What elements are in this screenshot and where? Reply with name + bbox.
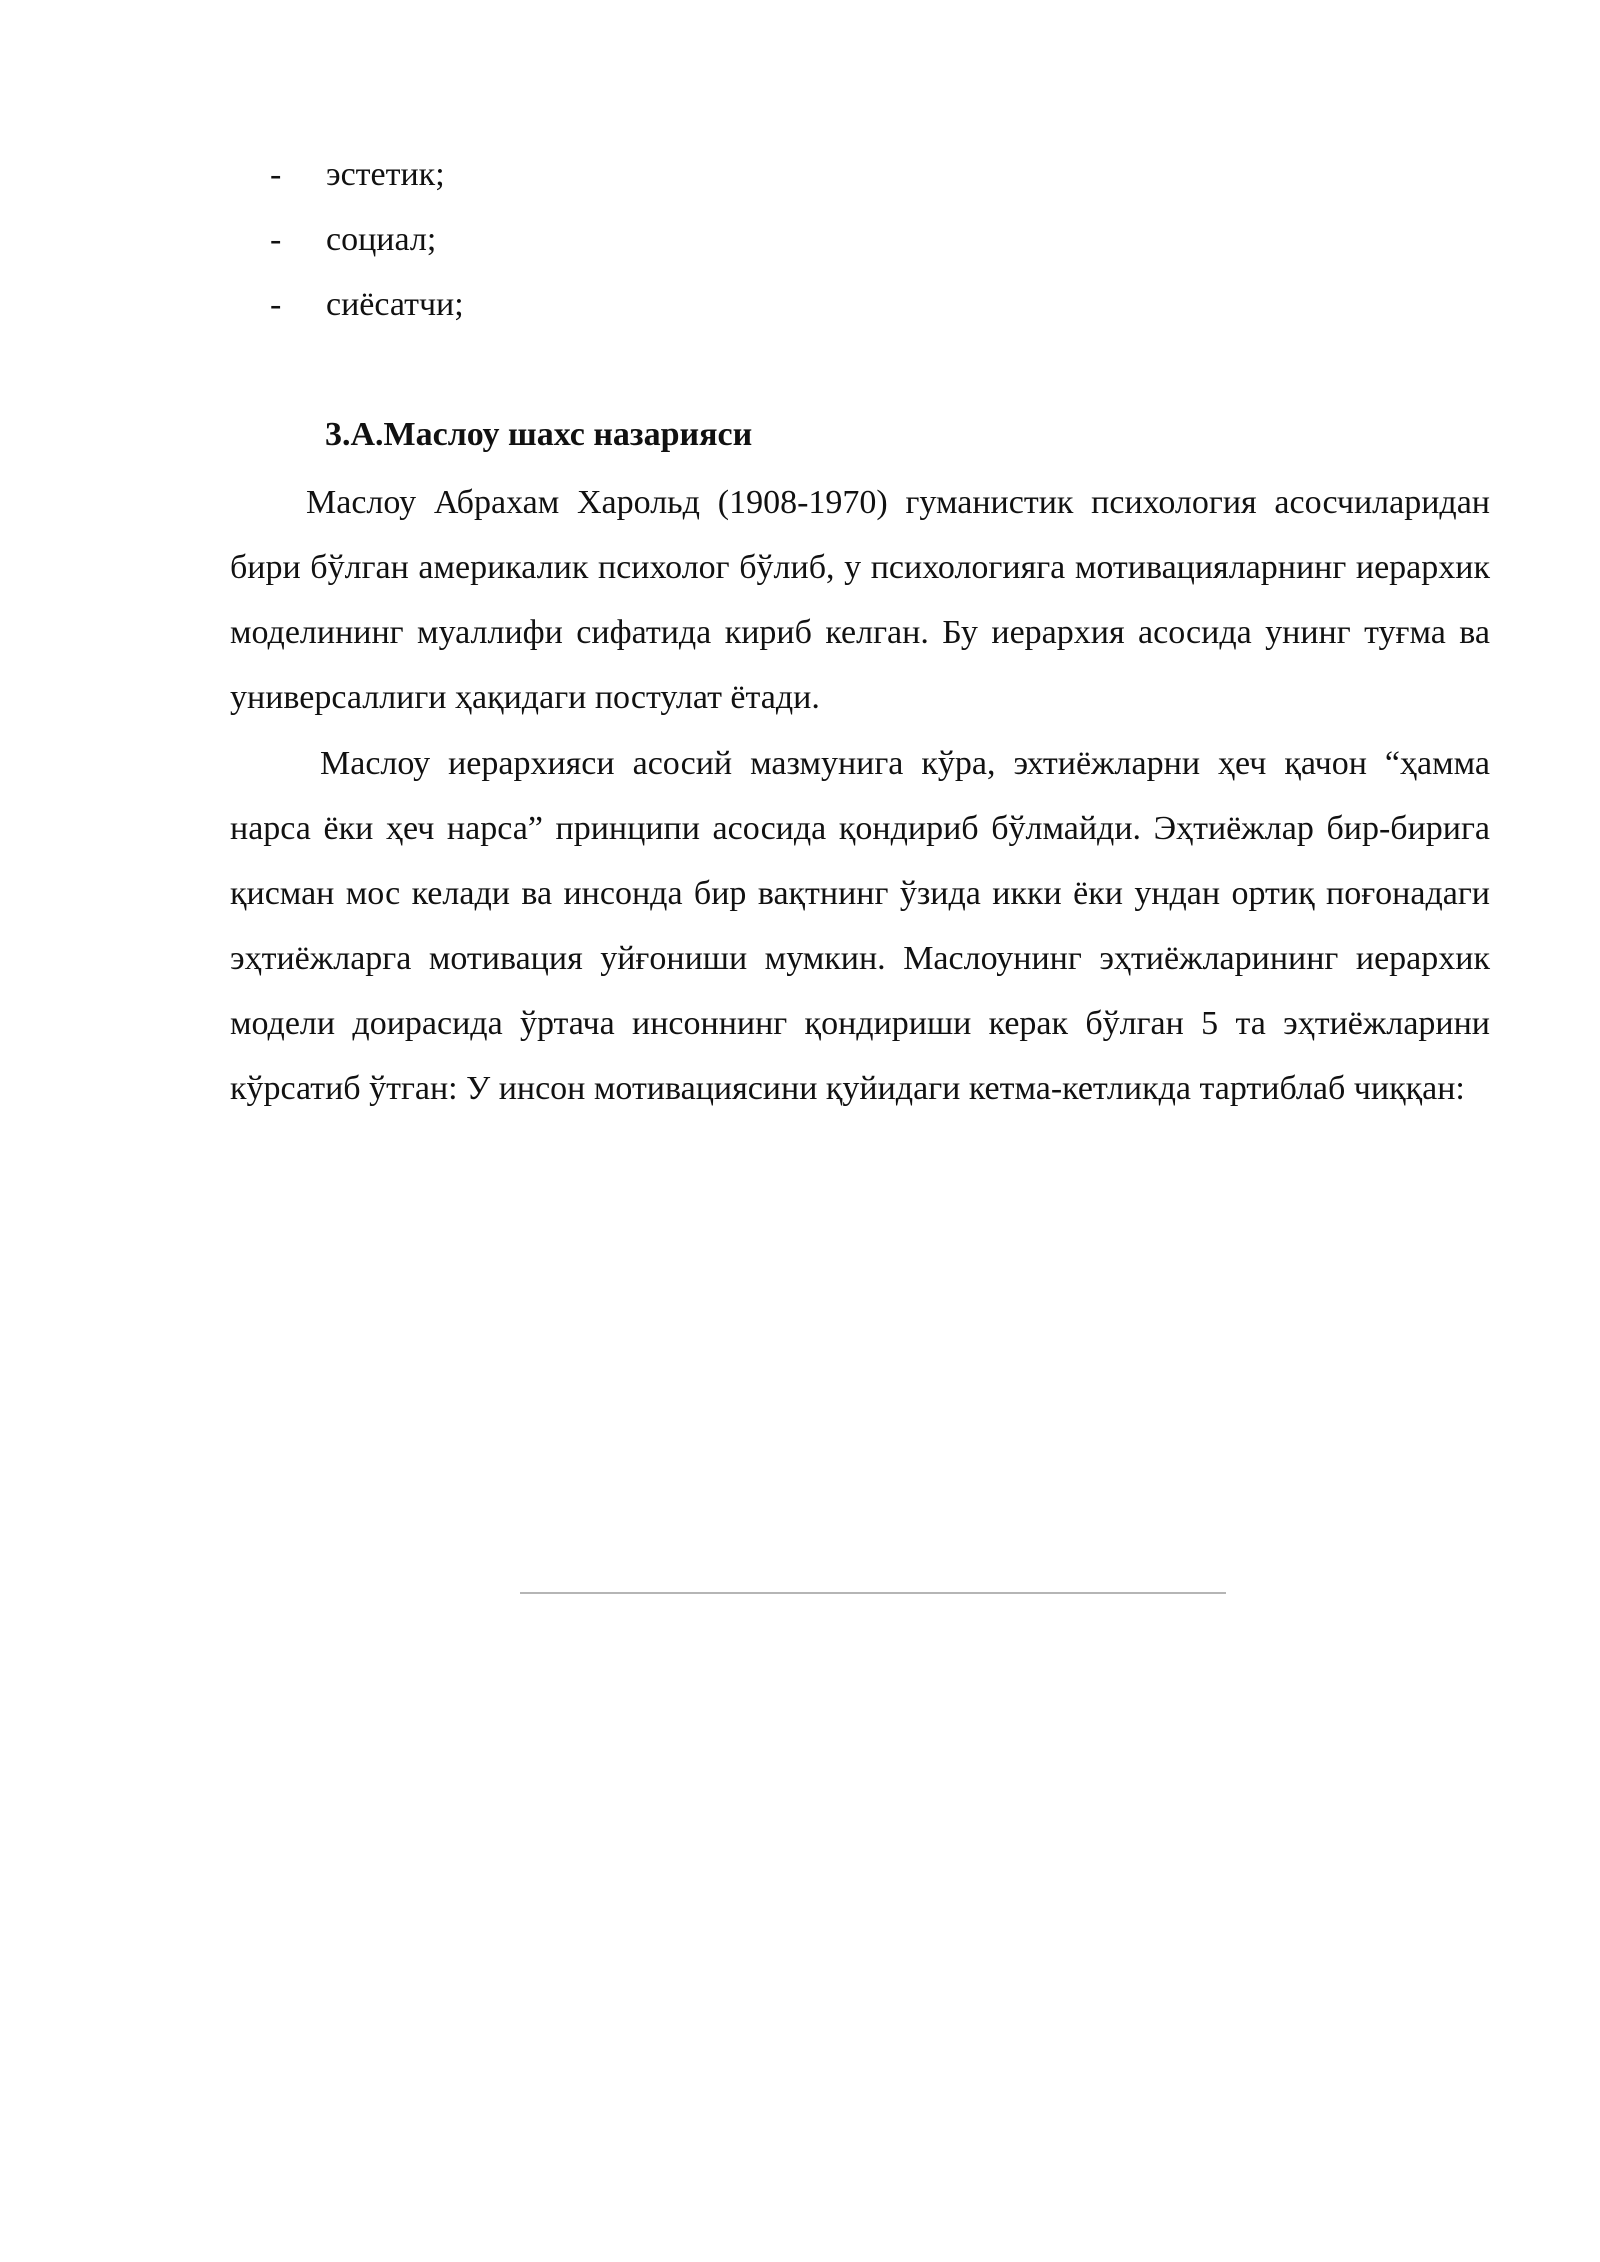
list-item-text: эстетик; [326, 156, 445, 193]
paragraph: Маслоу иерархияси асосий мазмунига кўра, эхтиёжларни ҳеч қачон “ҳамма нарса ёки ҳеч нарса” принципи асосида қондириб бўлмайди. Эҳтиёжлар бир-бирига қисман мос келади ва инсонда бир вақтнинг ўзида икки ёки ундан ортиқ поғонадаги эҳтиёжларга мотивация уйғониши мумкин. Маслоунинг эҳтиёжларининг иерархик модели доирасида ўртача инсоннинг қондириши керак бўлган 5 та эҳтиёжларини кўрсатиб ўтган: У инсон мотивациясини қуйидаги кетма-кетликда тартиблаб чиққан: [230, 745, 1490, 1107]
list-item-text: социал; [326, 221, 437, 258]
list-item [270, 280, 464, 345]
section-heading: 3.А.Маслоу шахс назарияси [325, 416, 753, 453]
bullet-marker: - [270, 156, 282, 193]
bullet-list [270, 150, 464, 345]
paragraph: Маслоу Абрахам Харольд (1908-1970) гуманистик психология асосчиларидан бири бўлган америкалик психолог бўлиб, у психологияга мотивацияларнинг иерархик моделининг муаллифи сифатида кириб келган. Бу иерархия асосида унинг туғма ва универсаллиги ҳақидаги постулат ётади. [230, 484, 1490, 716]
footnote-separator [520, 1592, 1226, 1594]
bullet-marker: - [270, 221, 282, 258]
list-item [270, 215, 464, 280]
bullet-marker: - [270, 286, 282, 323]
list-item [270, 150, 464, 215]
list-item-text: сиёсатчи; [326, 286, 464, 323]
